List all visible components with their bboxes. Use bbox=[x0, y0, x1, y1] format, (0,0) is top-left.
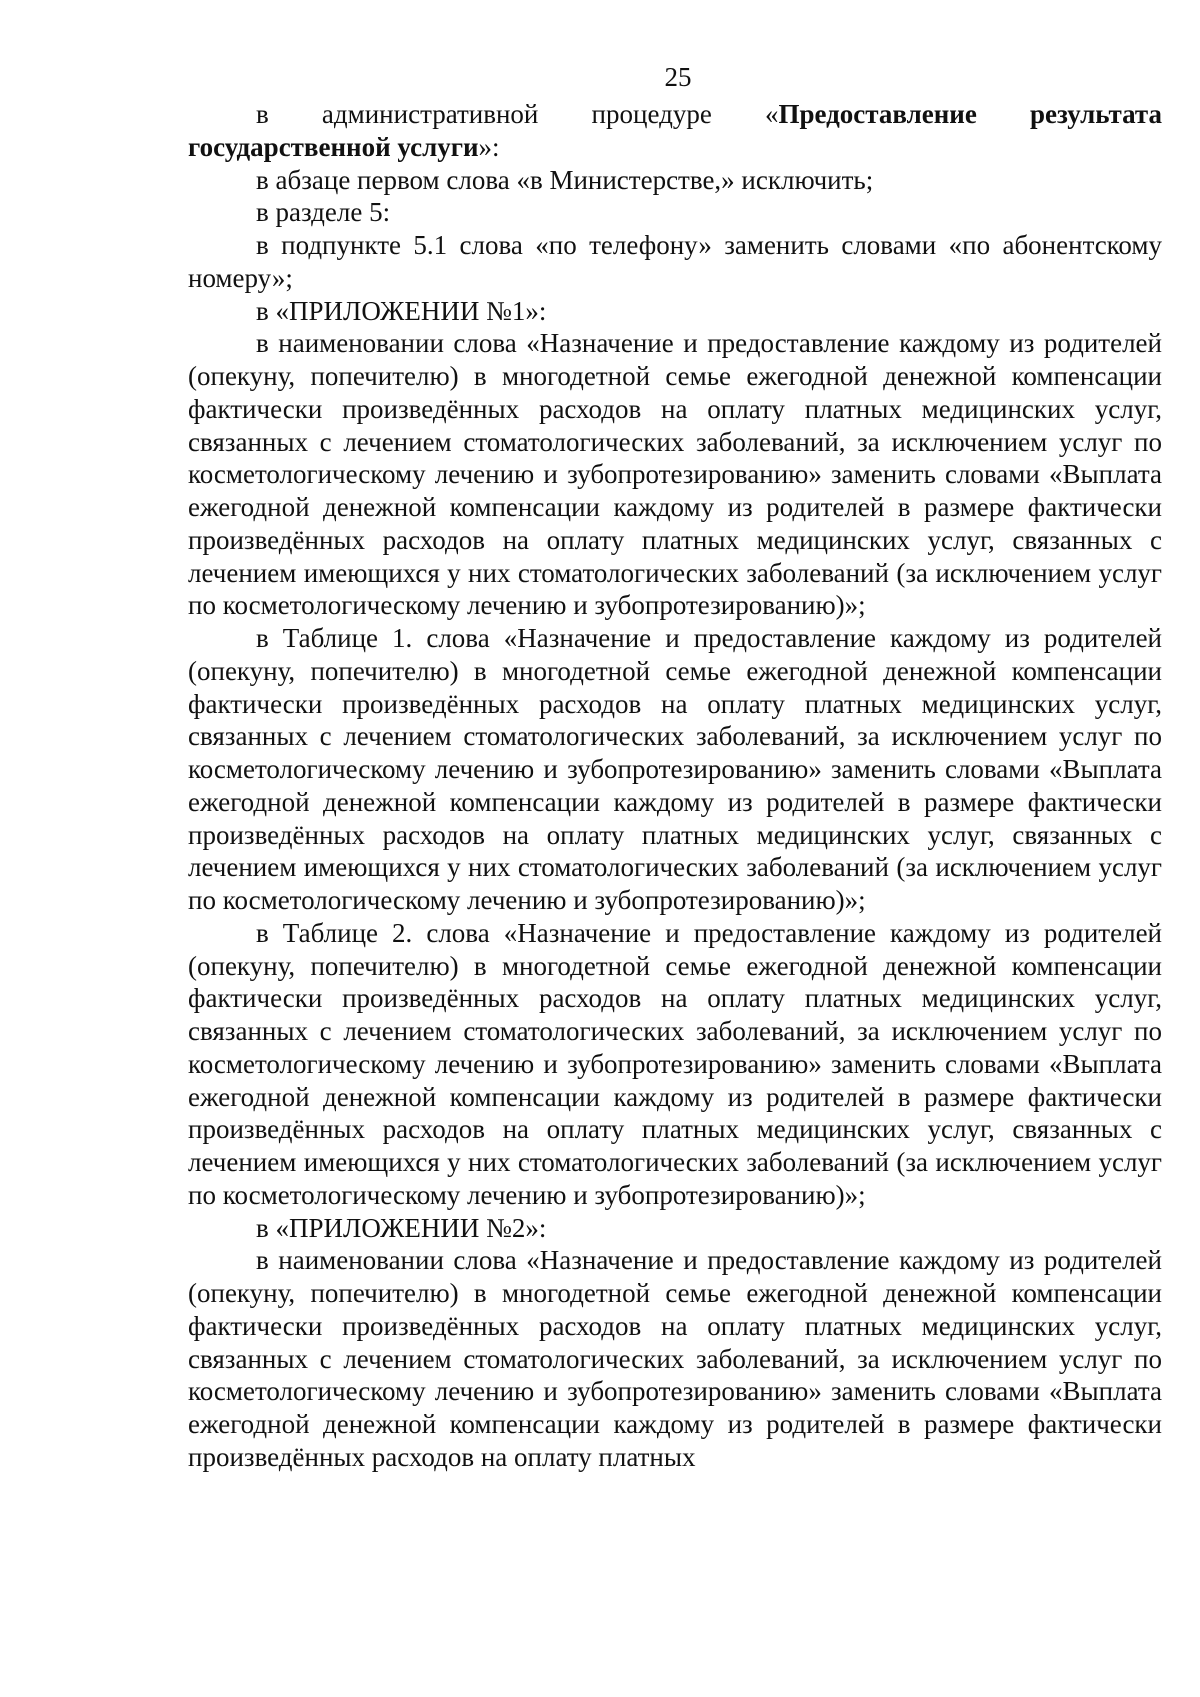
page-number: 25 bbox=[664, 62, 692, 92]
paragraph-appendix-2-heading: в «ПРИЛОЖЕНИИ №2»: bbox=[256, 1212, 547, 1243]
paragraph-table-2: в Таблице 2. слова «Назначение и предоставление каждому из родителей (опекуну, попечителю) в многодетной семье ежегодной денежной компенсации фактически произведённых расходов на оплату платных медицинских услуг, связанных с лечением стоматологических заболеваний, за исключением услуг по косметологическому лечению и зубопротезированию» заменить словами «Выплата ежегодной денежной компенсации каждому из родителей в размере фактически произведённых расходов на оплату платных медицинских услуг, связанных с лечением имеющихся у них стоматологических заболеваний (за исключением услуг по косметологическому лечению и зубопротезированию)»; bbox=[188, 917, 1162, 1210]
paragraph-suffix: »: bbox=[478, 131, 500, 162]
paragraph-abzac-first: в абзаце первом слова «в Министерстве,» исключить; bbox=[256, 164, 874, 195]
paragraph-section-5: в разделе 5: bbox=[256, 197, 391, 228]
paragraph-appendix-1-heading: в «ПРИЛОЖЕНИИ №1»: bbox=[256, 295, 547, 326]
document-body bbox=[188, 98, 1162, 1474]
paragraph-procedure-heading bbox=[188, 98, 1162, 164]
paragraph-table-1: в Таблице 1. слова «Назначение и предоставление каждому из родителей (опекуну, попечителю) в многодетной семье ежегодной денежной компенсации фактически произведённых расходов на оплату платных медицинских услуг, связанных с лечением стоматологических заболеваний, за исключением услуг по косметологическому лечению и зубопротезированию» заменить словами «Выплата ежегодной денежной компенсации каждому из родителей в размере фактически произведённых расходов на оплату платных медицинских услуг, связанных с лечением имеющихся у них стоматологических заболеваний (за исключением услуг по косметологическому лечению и зубопротезированию)»; bbox=[188, 623, 1162, 915]
paragraph-appendix-2-name: в наименовании слова «Назначение и предоставление каждому из родителей (опекуну, попечителю) в многодетной семье ежегодной денежной компенсации фактически произведённых расходов на оплату платных медицинских услуг, связанных с лечением стоматологических заболеваний, за исключением услуг по косметологическому лечению и зубопротезированию» заменить словами «Выплата ежегодной денежной компенсации каждому из родителей в размере фактически произведённых расходов на оплату платных bbox=[188, 1245, 1162, 1472]
procedure-title: Предоставление результата государственной услуги bbox=[188, 99, 1162, 162]
paragraph-subpoint-5-1: в подпункте 5.1 слова «по телефону» заменить словами «по абонентскому номеру»; bbox=[188, 230, 1162, 293]
paragraph-appendix-1-name: в наименовании слова «Назначение и предоставление каждому из родителей (опекуну, попечителю) в многодетной семье ежегодной денежной компенсации фактически произведённых расходов на оплату платных медицинских услуг, связанных с лечением стоматологических заболеваний, за исключением услуг по косметологическому лечению и зубопротезированию» заменить словами «Выплата ежегодной денежной компенсации каждому из родителей в размере фактически произведённых расходов на оплату платных медицинских услуг, связанных с лечением имеющихся у них стоматологических заболеваний (за исключением услуг по косметологическому лечению и зубопротезированию)»; bbox=[188, 328, 1162, 621]
paragraph-prefix: в административной процедуре « bbox=[256, 99, 779, 129]
